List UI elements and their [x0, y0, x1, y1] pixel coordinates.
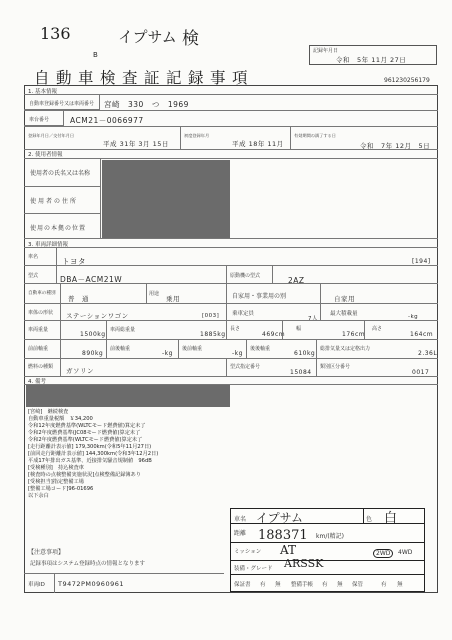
form-mark: B	[93, 51, 98, 59]
user-name-label: 使用者の氏名又は名称	[30, 170, 91, 177]
sticker-mileage-unit: km/(精記)	[316, 533, 345, 540]
length-value: 469cm	[262, 331, 286, 338]
section-vehicle: 3. 車両詳細情報	[28, 242, 68, 248]
sticker-grade-label: 装備・グレード	[234, 566, 273, 572]
section-basic: 1. 基本情報	[28, 89, 57, 95]
category-label: 類別区分番号	[320, 364, 351, 370]
kind-value: 普 通	[68, 295, 89, 303]
user-address-label: 使用者の住所	[30, 198, 79, 205]
type-approval-label: 型式指定番号	[230, 364, 261, 370]
weight-value: 1500kg	[80, 331, 106, 338]
gross-value: 1885kg	[200, 331, 226, 338]
expiry-value: 令和 7年 12月 5日	[360, 142, 431, 150]
sticker-mileage-label: 距離	[234, 530, 247, 537]
body-value: ステーションワゴン	[66, 312, 129, 320]
vehicle-id-value: T9472PM0960961	[58, 580, 124, 588]
first-year-label: 初度登録年月	[184, 133, 210, 138]
use-value: 乗用	[166, 295, 180, 303]
sticker-4wd: 4WD	[398, 549, 413, 556]
section-user: 2. 使用者情報	[28, 152, 63, 158]
maker-code: [194]	[412, 258, 431, 265]
front-rear-label: 前後軸重	[110, 346, 131, 352]
capacity-value: 7人	[308, 316, 318, 322]
width-value: 176cm	[342, 331, 366, 338]
handwritten-check: 検	[182, 29, 199, 49]
purpose-label: 自家用・事業用の別	[232, 293, 287, 300]
first-reg-value: 平成 31年 3月 15日	[103, 140, 169, 148]
model-label: 型式	[28, 273, 39, 279]
sticker-option-1: 有	[260, 582, 266, 588]
height-value: 164cm	[410, 331, 434, 338]
redaction-user-info	[102, 160, 230, 238]
first-year-value: 平成 18年 11月	[232, 140, 284, 148]
width-label: 幅	[296, 326, 302, 332]
user-base-label: 使用の本拠の位置	[30, 225, 87, 232]
chassis-value: ACM21－0066977	[70, 116, 144, 125]
sticker-option-7: 有	[381, 582, 387, 588]
sticker-mission-label: ミッション	[234, 549, 262, 555]
kind-label: 自動車の種別	[28, 291, 56, 296]
notice-title: 【注意事項】	[28, 549, 65, 556]
record-date-label: 記録年月日	[313, 48, 339, 54]
sticker-color-label: 色	[366, 516, 373, 523]
vehicle-id-label: 車両ID	[28, 582, 45, 588]
sticker-option-3: 整備手帳	[291, 582, 314, 588]
sticker-grade-value: ARSSK	[284, 557, 324, 570]
maker-label: 車名	[28, 254, 39, 260]
fuel-label: 燃料の種類	[28, 364, 54, 370]
record-date-value: 令和 5年 11月 27日	[336, 56, 407, 64]
handwritten-model: イプサム	[118, 28, 177, 46]
maker-value: トヨタ	[62, 257, 86, 266]
body-label: 車体の形状	[28, 310, 54, 316]
sticker-option-8: 無	[397, 582, 403, 588]
sticker-name-value: イプサム	[256, 511, 304, 525]
type-approval-value: 15084	[290, 369, 312, 376]
expiry-label: 有効期間の満了する日	[294, 133, 336, 138]
page-title: 自動車検査証記録事項	[34, 69, 255, 87]
displacement-value: 2.36L	[418, 350, 438, 357]
sticker-option-0: 保証書	[234, 582, 251, 588]
sticker-option-6: 保管	[352, 582, 364, 588]
sticker-option-5: 無	[337, 582, 343, 588]
weight-label: 車両重量	[28, 327, 49, 333]
remarks-text: [宮崎] 継続検査 自動車重量税額 ￥34,200 令和12年度燃費基準(WLTCモード燃費値)算定未了 令和2年度燃費基準(JC08モード燃費値)算定未了 令和2年度燃費基準(WLTCモード燃費値)算定未了 [走行距離計表示値] 179,300km(令和5年11月27日) [前回走行距離計表示値] 144,300km(令和3年12月2日) 平成17年排出ガス基準、近接排気騒音規制値 96dB [受検種別] 持込検査車 [検査時の点検整備実施状況]点検整備記録簿あり [受検担当]指定整備工場 [整備工場コード]96-01696 以下余白	[28, 409, 159, 499]
sticker-color-value: 白	[384, 511, 398, 526]
redaction-remarks	[26, 385, 230, 407]
sticker-option-4: 有	[322, 582, 328, 588]
rear-rear-value: 610kg	[294, 350, 316, 357]
engine-value: 2AZ	[288, 276, 305, 285]
gross-label: 車両総重量	[110, 327, 136, 333]
load-label: 最大積載量	[330, 311, 358, 317]
purpose-value: 自家用	[334, 295, 355, 303]
section-remarks: 4. 備考	[28, 379, 46, 385]
sticker-name-label: 車名	[234, 516, 247, 523]
handwritten-number: 136	[40, 24, 71, 43]
reg-value: 宮崎 330 つ 1969	[104, 100, 189, 109]
rear-rear-label: 後後軸重	[250, 346, 271, 352]
load-value: -kg	[408, 314, 419, 320]
sticker-mileage-value: 188371	[258, 528, 308, 543]
use-label: 用途	[149, 291, 160, 297]
length-label: 長さ	[230, 326, 241, 332]
displacement-label: 総排気量又は定格出力	[320, 346, 371, 352]
chassis-label: 車台番号	[29, 117, 50, 123]
model-value: DBA－ACM21W	[60, 275, 123, 284]
notice-body: 記録事項はシステム登録時点の情報となります	[30, 561, 145, 567]
first-reg-label: 登録年月日／交付年月日	[28, 133, 75, 138]
height-label: 高さ	[372, 326, 383, 332]
capacity-label: 乗車定員	[232, 311, 255, 317]
front-axle-label: 前前軸重	[28, 346, 49, 352]
rear-front-label: 後前軸重	[182, 346, 203, 352]
fuel-value: ガソリン	[66, 367, 94, 375]
front-axle-value: 890kg	[82, 350, 104, 357]
doc-number: 961230256179	[384, 77, 430, 84]
sticker-2wd: 2WD	[373, 549, 393, 558]
reg-label: 自動車登録番号又は車両番号	[29, 101, 95, 107]
category-value: 0017	[412, 369, 430, 376]
front-rear-value: -kg	[162, 350, 173, 357]
sticker-option-2: 無	[275, 582, 281, 588]
rear-front-value: -kg	[232, 350, 243, 357]
body-code: [003]	[202, 313, 220, 319]
sticker-mission-value: AT	[280, 543, 297, 557]
engine-label: 原動機の型式	[230, 273, 261, 279]
